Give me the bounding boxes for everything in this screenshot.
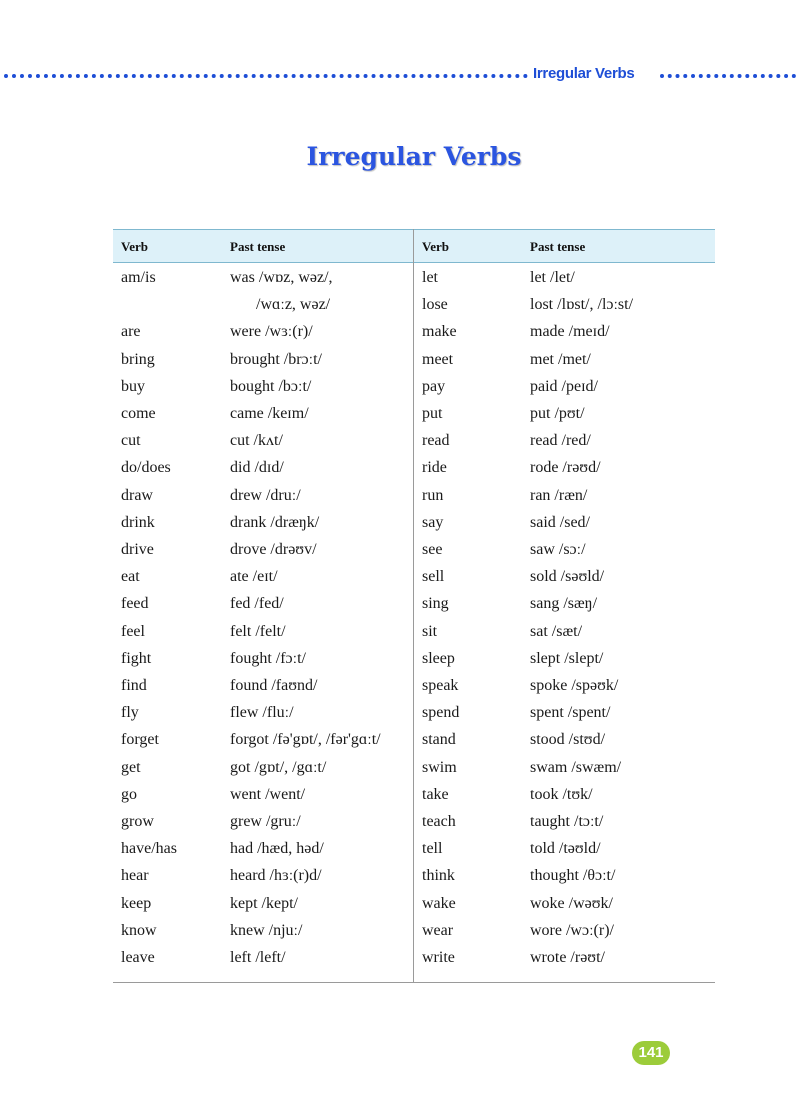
table-row [113, 813, 715, 840]
verb-cell: wear [422, 921, 454, 939]
verb-cell: buy [121, 377, 145, 395]
past-tense-cell: grew /gruː/ [230, 813, 301, 830]
verb-cell: teach [422, 813, 456, 830]
past-tense-cell: found /faʊnd/ [230, 677, 318, 694]
verb-cell: know [121, 921, 157, 939]
verb-cell: write [422, 949, 455, 966]
table-row [113, 650, 715, 677]
past-tense-cell: drank /dræŋk/ [230, 513, 320, 531]
past-tense-cell: stood /stʊd/ [530, 731, 606, 749]
table-row [113, 595, 715, 622]
table-row [113, 323, 715, 350]
header-verb-2: Verb [422, 239, 449, 254]
verb-cell: sing [422, 595, 449, 613]
past-tense-cell: fought /fɔːt/ [230, 649, 306, 667]
past-tense-cell: wore /wɔː(r)/ [530, 921, 614, 939]
verb-cell: stand [422, 731, 456, 749]
past-tense-cell: sang /sæŋ/ [530, 595, 598, 613]
past-tense-cell: knew /njuː/ [230, 921, 303, 939]
verb-cell: put [422, 405, 443, 422]
table-row [113, 487, 715, 514]
past-tense-cell: woke /wəʊk/ [530, 894, 613, 912]
table-row [113, 541, 715, 568]
verb-cell: feel [121, 622, 145, 640]
past-tense-cell: slept /slept/ [530, 649, 604, 667]
verb-cell: grow [121, 813, 154, 830]
past-tense-cell: bought /bɔːt/ [230, 377, 312, 395]
verb-cell: read [422, 432, 450, 450]
past-tense-cell: spoke /spəʊk/ [530, 677, 619, 694]
table-row [113, 759, 715, 786]
verb-cell: sell [422, 568, 445, 586]
past-tense-cell: took /tʊk/ [530, 785, 593, 803]
table-row [113, 731, 715, 758]
verb-cell: find [121, 677, 147, 694]
verb-cell: spend [422, 704, 460, 722]
verb-cell: speak [422, 677, 459, 694]
past-tense-cell: forgot /fə'gɒt/, /fər'gɑːt/ [230, 731, 381, 749]
dotted-rule-left [4, 74, 528, 78]
table-row [113, 922, 715, 949]
past-tense-cell: paid /peɪd/ [530, 377, 598, 395]
past-tense-cell: wrote /rəʊt/ [530, 949, 605, 966]
verb-cell: leave [121, 949, 155, 966]
verb-cell: say [422, 513, 444, 531]
past-tense-cell: fed /fed/ [230, 595, 284, 613]
past-tense-cell: left /left/ [230, 949, 286, 966]
past-tense-cell: cut /kʌt/ [230, 432, 283, 450]
verb-cell: forget [121, 731, 159, 749]
table-row [113, 378, 715, 405]
past-tense-cell: was /wɒz, wəz/, [230, 269, 333, 286]
table-row [113, 432, 715, 459]
verb-cell: wake [422, 894, 456, 912]
table-row [113, 704, 715, 731]
verb-cell: lose [422, 296, 448, 314]
header-past-tense-1: Past tense [230, 239, 286, 254]
verb-cell: get [121, 758, 141, 776]
past-tense-cell: swam /swæm/ [530, 758, 622, 776]
verb-cell: bring [121, 350, 155, 368]
past-tense-cell: put /pʊt/ [530, 405, 585, 422]
verb-cell: feed [121, 595, 149, 613]
past-tense-cell: met /met/ [530, 350, 591, 368]
page-title: Irregular Verbs [306, 142, 522, 171]
verb-cell: run [422, 486, 444, 504]
past-tense-cell: said /sed/ [530, 513, 590, 531]
past-tense-cell: rode /rəʊd/ [530, 459, 601, 477]
past-tense-cell: /wɑːz, wəz/ [256, 296, 331, 314]
table-row [113, 949, 715, 976]
verb-cell: go [121, 785, 137, 803]
table-row [113, 351, 715, 378]
past-tense-cell: were /wɜː(r)/ [230, 323, 313, 341]
running-head [0, 64, 800, 86]
past-tense-cell: saw /sɔː/ [530, 541, 586, 558]
verb-cell: take [422, 785, 449, 803]
verb-cell: are [121, 323, 141, 341]
verb-cell: swim [422, 758, 457, 776]
verb-cell: eat [121, 568, 140, 586]
table-row [113, 405, 715, 432]
verb-cell: hear [121, 867, 149, 885]
verb-cell: pay [422, 377, 446, 395]
page-number-badge: 141 [632, 1041, 670, 1065]
past-tense-cell: flew /fluː/ [230, 704, 294, 722]
verb-cell: am/is [121, 269, 156, 286]
running-head-label: Irregular Verbs [533, 65, 635, 82]
past-tense-cell: drew /druː/ [230, 486, 301, 504]
past-tense-cell: lost /lɒst/, /lɔːst/ [530, 296, 634, 314]
past-tense-cell: told /təʊld/ [530, 840, 601, 858]
verb-cell: see [422, 541, 443, 558]
table-row [113, 840, 715, 867]
verb-cell: drink [121, 513, 155, 531]
past-tense-cell: ate /eɪt/ [230, 568, 278, 586]
past-tense-cell: drove /drəʊv/ [230, 541, 317, 558]
table-row [113, 895, 715, 922]
table-row [113, 677, 715, 704]
past-tense-cell: brought /brɔːt/ [230, 350, 322, 368]
verb-cell: think [422, 867, 455, 885]
past-tense-cell: taught /tɔːt/ [530, 813, 604, 830]
verb-cell: fight [121, 649, 152, 667]
table-row [113, 623, 715, 650]
header-verb-1: Verb [121, 239, 148, 254]
verb-cell: draw [121, 486, 153, 504]
past-tense-cell: made /meɪd/ [530, 323, 610, 341]
verb-cell: have/has [121, 840, 177, 858]
past-tense-cell: had /hæd, həd/ [230, 840, 324, 858]
past-tense-cell: let /let/ [530, 269, 575, 286]
past-tense-cell: kept /kept/ [230, 894, 298, 912]
past-tense-cell: did /dɪd/ [230, 459, 284, 477]
past-tense-cell: went /went/ [230, 785, 306, 803]
past-tense-cell: sold /səʊld/ [530, 568, 605, 586]
table-row [113, 514, 715, 541]
verb-cell: cut [121, 432, 141, 450]
table-row [113, 296, 715, 323]
verb-cell: ride [422, 459, 447, 477]
verb-cell: keep [121, 894, 152, 912]
verb-table [113, 229, 715, 983]
verb-cell: fly [121, 704, 139, 722]
header-past-tense-2: Past tense [530, 239, 586, 254]
past-tense-cell: came /keɪm/ [230, 405, 309, 422]
table-row [113, 459, 715, 486]
table-row [113, 269, 715, 296]
past-tense-cell: spent /spent/ [530, 704, 611, 722]
past-tense-cell: thought /θɔːt/ [530, 867, 616, 885]
verb-cell: sit [422, 622, 438, 640]
table-header [113, 229, 715, 263]
verb-cell: sleep [422, 649, 455, 667]
past-tense-cell: read /red/ [530, 432, 591, 450]
verb-cell: make [422, 323, 457, 341]
past-tense-cell: sat /sæt/ [530, 622, 583, 640]
past-tense-cell: ran /ræn/ [530, 486, 588, 504]
verb-cell: come [121, 405, 156, 422]
verb-cell: drive [121, 541, 154, 558]
verb-cell: meet [422, 350, 454, 368]
past-tense-cell: felt /felt/ [230, 622, 286, 640]
verb-cell: let [422, 269, 438, 286]
verb-cell: tell [422, 840, 443, 858]
past-tense-cell: heard /hɜː(r)d/ [230, 867, 322, 885]
past-tense-cell: got /gɒt/, /gɑːt/ [230, 758, 327, 776]
table-row [113, 568, 715, 595]
table-row [113, 786, 715, 813]
dotted-rule-right [660, 74, 796, 78]
table-row [113, 867, 715, 894]
verb-cell: do/does [121, 459, 171, 477]
